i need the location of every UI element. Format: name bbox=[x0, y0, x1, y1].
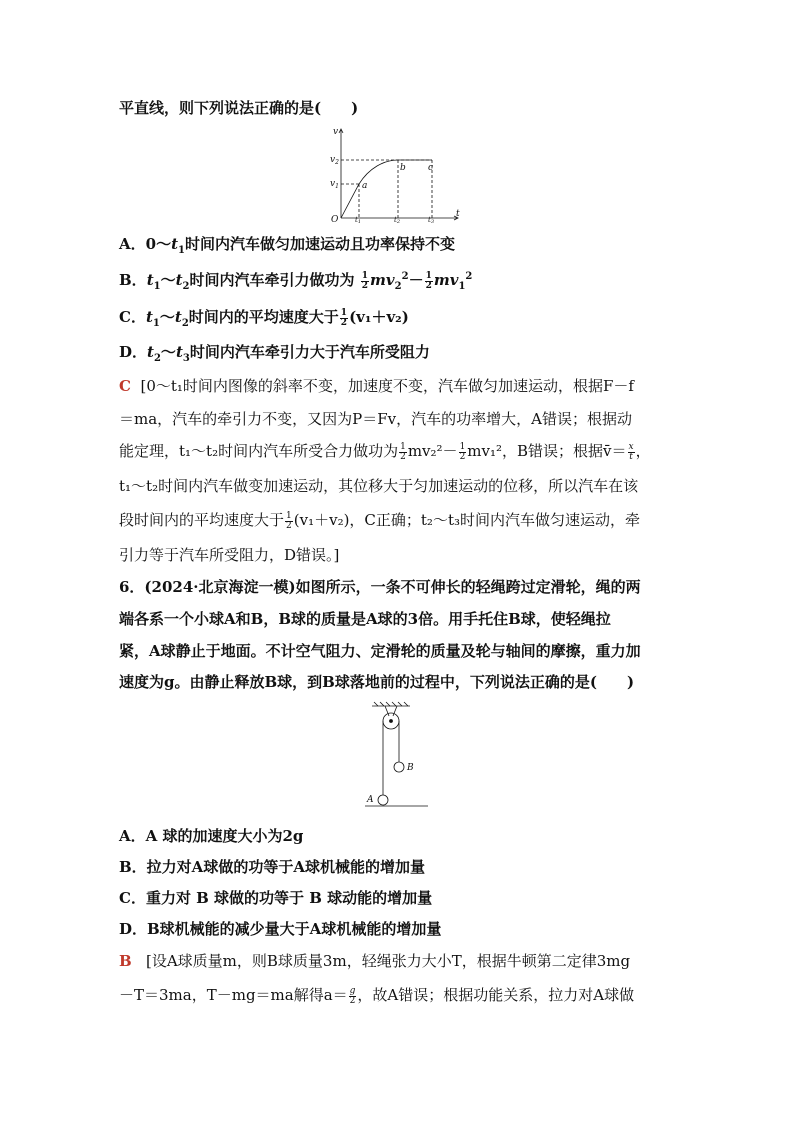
ball-b bbox=[394, 762, 404, 772]
fraction-half: $\frac{1}{2}$ bbox=[400, 441, 406, 462]
option-c: C．$t_1\sim t_2$时间内的平均速度大于 $\frac{1}{2}$ (v₁＋v₂) bbox=[119, 307, 409, 329]
ball-a bbox=[378, 795, 388, 805]
question-6-line-4: 速度为g。由静止释放B球，到B球落地前的过程中，下列说法正确的是( ) bbox=[119, 673, 635, 691]
pulley-figure bbox=[360, 700, 440, 812]
answer-6-line-2: －T＝3ma，T－mg＝ma解得a＝ $\frac{g}{2}$ ，故A错误；根据功能关系，拉力对A球做 bbox=[119, 985, 635, 1006]
fraction-half: $\frac{1}{2}$ bbox=[425, 270, 432, 291]
answer-5-line-5: 段时间内的平均速度大于 $\frac{1}{2}$ (v₁＋v₂)，C正确；t₂～t₃时间内汽车做匀速运动，牵 bbox=[119, 510, 640, 531]
fraction-g-over-2: $\frac{g}{2}$ bbox=[349, 985, 356, 1006]
option-b: B．$t_1\sim t_2$时间内汽车牵引力做功为 $\frac{1}{2}$ $mv_2^2-$ $\frac{1}{2}$ $mv_1^2$ bbox=[119, 270, 473, 292]
q6-option-a: A．A 球的加速度大小为2g bbox=[119, 827, 304, 845]
answer-6-line-1: B [设A球质量m，则B球质量3m，轻绳张力大小T，根据牛顿第二定律3mg bbox=[119, 952, 631, 970]
v-axis-label: v bbox=[333, 127, 339, 137]
option-d: D．$t_2\sim t_3$时间内汽车牵引力大于汽车所受阻力 bbox=[119, 343, 430, 364]
fraction-half: $\frac{1}{2}$ bbox=[361, 270, 369, 291]
t1-label: t1 bbox=[355, 216, 362, 224]
answer-5-line-1: C [0～t₁时间内图像的斜率不变，加速度不变，汽车做匀加速运动，根据F－f bbox=[119, 377, 634, 395]
t3-label: t3 bbox=[428, 216, 435, 224]
fraction-half: $\frac{1}{2}$ bbox=[459, 441, 466, 462]
velocity-curve bbox=[341, 160, 432, 218]
q6-option-d: D．B球机械能的减少量大于A球机械能的增加量 bbox=[119, 920, 442, 938]
t2-label: t2 bbox=[394, 216, 401, 224]
pulley-axle bbox=[390, 720, 393, 723]
question-6-line-1: 6．(2024·北京海淀一模)如图所示，一条不可伸长的轻绳跨过定滑轮，绳的两 bbox=[119, 578, 641, 596]
q6-option-c: C．重力对 B 球做的功等于 B 球动能的增加量 bbox=[119, 889, 433, 907]
fraction-half: $\frac{1}{2}$ bbox=[340, 307, 348, 328]
ceiling-hatch bbox=[374, 702, 408, 706]
fraction-half: $\frac{1}{2}$ bbox=[286, 510, 292, 531]
point-a-label: a bbox=[362, 181, 368, 191]
point-c-label: c bbox=[428, 163, 434, 173]
ball-a-label: A bbox=[367, 795, 374, 805]
answer-letter: C bbox=[119, 377, 131, 395]
v2-label: $v_2$ bbox=[330, 155, 339, 166]
answer-letter: B bbox=[119, 952, 132, 970]
fraction-x-over-t: $\frac{x}{t}$ bbox=[628, 441, 634, 462]
q6-option-b: B．拉力对A球做的功等于A球机械能的增加量 bbox=[119, 858, 425, 876]
answer-5-line-2: ＝ma，汽车的牵引力不变，又因为P＝Fv，汽车的功率增大，A错误；根据动 bbox=[119, 410, 632, 428]
vt-graph-figure bbox=[328, 126, 464, 224]
answer-5-line-6: 引力等于汽车所受阻力，D错误。] bbox=[119, 546, 340, 564]
question-intro: 平直线，则下列说法正确的是( ) bbox=[119, 99, 359, 117]
question-6-line-3: 紧，A球静止于地面。不计空气阻力、定滑轮的质量及轮与轴间的摩擦，重力加 bbox=[119, 642, 641, 660]
answer-5-line-4: t₁～t₂时间内汽车做变加速运动，其位移大于匀加速运动的位移，所以汽车在该 bbox=[119, 477, 639, 495]
answer-5-line-3: 能定理，t₁～t₂时间内汽车所受合力做功为 $\frac{1}{2}$ mv₂²－ $\frac{1}{2}$ mv₁²，B错误；根据v̄＝ $\frac{x}{t}$ ， bbox=[119, 441, 651, 462]
v1-label: $v_1$ bbox=[330, 179, 339, 190]
option-a: A．$0\sim t_1$时间内汽车做匀加速运动且功率保持不变 bbox=[119, 235, 455, 256]
point-b-label: b bbox=[400, 163, 406, 173]
t-axis-label: t bbox=[456, 209, 460, 219]
question-6-line-2: 端各系一个小球A和B，B球的质量是A球的3倍。用手托住B球，使轻绳拉 bbox=[119, 610, 611, 628]
ball-b-label: B bbox=[407, 763, 414, 773]
origin-label: O bbox=[331, 215, 339, 224]
